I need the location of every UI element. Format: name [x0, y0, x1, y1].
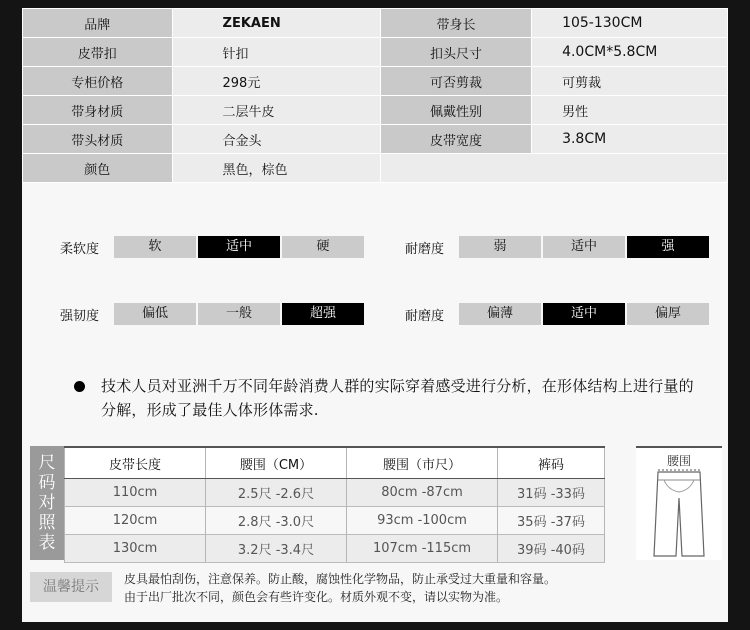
spec-label: 皮带宽度 — [380, 125, 531, 154]
table-cell: 120cm — [65, 507, 206, 535]
spec-value: ZEKAEN — [172, 9, 380, 38]
rating-name: 耐磨度 — [405, 308, 445, 324]
rating-name: 耐磨度 — [405, 241, 445, 257]
trousers-diagram — [636, 446, 722, 560]
rating-toughness — [60, 303, 366, 325]
rating-name: 柔软度 — [60, 241, 100, 257]
side-label-char: 表 — [38, 533, 56, 553]
table-cell: 130cm — [65, 535, 206, 563]
tip-badge: 温馨提示 — [30, 572, 112, 602]
design-note-text: 技术人员对亚洲千万不同年龄消费人群的实际穿着感受进行分析，在形体结构上进行量的分解，形成了最佳人体形体需求. — [101, 377, 694, 419]
spec-label: 佩戴性别 — [380, 96, 531, 125]
rating-option: 弱 — [459, 236, 543, 258]
rating-option-selected: 适中 — [198, 236, 282, 258]
spec-label: 品牌 — [23, 9, 173, 38]
side-label-char: 对 — [38, 493, 56, 513]
diagram-label: 腰围 — [666, 454, 691, 468]
tip-text — [124, 570, 556, 606]
table-cell: 93cm -100cm — [347, 507, 498, 535]
table-cell: 35码 -37码 — [498, 507, 605, 535]
table-cell: 110cm — [65, 479, 206, 507]
table-cell: 39码 -40码 — [498, 535, 605, 563]
spec-label: 皮带扣 — [23, 38, 173, 67]
spec-value: 合金头 — [172, 125, 380, 154]
rating-option-selected: 适中 — [543, 303, 627, 325]
column-header: 腰围（市尺） — [347, 447, 498, 479]
side-label-char: 码 — [38, 473, 56, 493]
spec-value: 男性 — [532, 96, 728, 125]
table-row — [65, 507, 605, 535]
table-cell: 107cm -115cm — [347, 535, 498, 563]
size-chart — [30, 446, 722, 560]
spec-empty-cell — [380, 154, 727, 183]
rating-option-selected: 超强 — [282, 303, 366, 325]
column-header: 腰围（CM） — [206, 447, 347, 479]
spec-label: 扣头尺寸 — [380, 38, 531, 67]
size-header-row — [65, 447, 605, 479]
table-row — [65, 479, 605, 507]
size-table — [64, 446, 605, 563]
spec-label: 带头材质 — [23, 125, 173, 154]
rating-wear-thickness — [405, 303, 711, 325]
spec-value: 针扣 — [172, 38, 380, 67]
spec-row — [23, 125, 728, 154]
size-chart-side-label — [30, 446, 64, 560]
table-row — [65, 535, 605, 563]
spec-row — [23, 9, 728, 38]
rating-option: 适中 — [543, 236, 627, 258]
rating-name: 强韧度 — [60, 308, 100, 324]
spec-value: 4.0CM*5.8CM — [532, 38, 728, 67]
column-header: 裤码 — [498, 447, 605, 479]
spec-value: 二层牛皮 — [172, 96, 380, 125]
side-label-char: 尺 — [38, 453, 56, 473]
rating-softness — [60, 236, 366, 258]
rating-option: 偏低 — [114, 303, 198, 325]
spec-label: 专柜价格 — [23, 67, 173, 96]
tip-line: 皮具最怕刮伤，注意保养。防止酸，腐蚀性化学物品，防止承受过大重量和容量。 — [124, 572, 557, 586]
rating-option-selected: 强 — [627, 236, 711, 258]
rating-option: 一般 — [198, 303, 282, 325]
spec-value: 黑色，棕色 — [172, 154, 380, 183]
table-cell: 2.8尺 -3.0尺 — [206, 507, 347, 535]
spec-row — [23, 67, 728, 96]
rating-option: 偏厚 — [627, 303, 711, 325]
spec-row — [23, 38, 728, 67]
spec-value: 298元 — [172, 67, 380, 96]
spec-label: 可否剪裁 — [380, 67, 531, 96]
table-cell: 2.5尺 -2.6尺 — [206, 479, 347, 507]
bullet-icon — [74, 381, 85, 392]
spec-value: 3.8CM — [532, 125, 728, 154]
spec-row — [23, 154, 728, 183]
rating-option: 硬 — [282, 236, 366, 258]
rating-wear-strength — [405, 236, 711, 258]
spec-table — [22, 8, 728, 183]
spec-value: 105-130CM — [532, 9, 728, 38]
side-label-char: 照 — [38, 513, 56, 533]
spec-value: 可剪裁 — [532, 67, 728, 96]
design-note — [74, 374, 701, 422]
rating-option: 偏薄 — [459, 303, 543, 325]
table-cell: 80cm -87cm — [347, 479, 498, 507]
rating-option: 软 — [114, 236, 198, 258]
table-cell: 3.2尺 -3.4尺 — [206, 535, 347, 563]
spec-row — [23, 96, 728, 125]
column-header: 皮带长度 — [65, 447, 206, 479]
spec-label: 带身材质 — [23, 96, 173, 125]
table-cell: 31码 -33码 — [498, 479, 605, 507]
spec-label: 带身长 — [380, 9, 531, 38]
tip-line: 由于出厂批次不同，颜色会有些许变化。材质外观不变，请以实物为准。 — [124, 590, 509, 604]
spec-label: 颜色 — [23, 154, 173, 183]
